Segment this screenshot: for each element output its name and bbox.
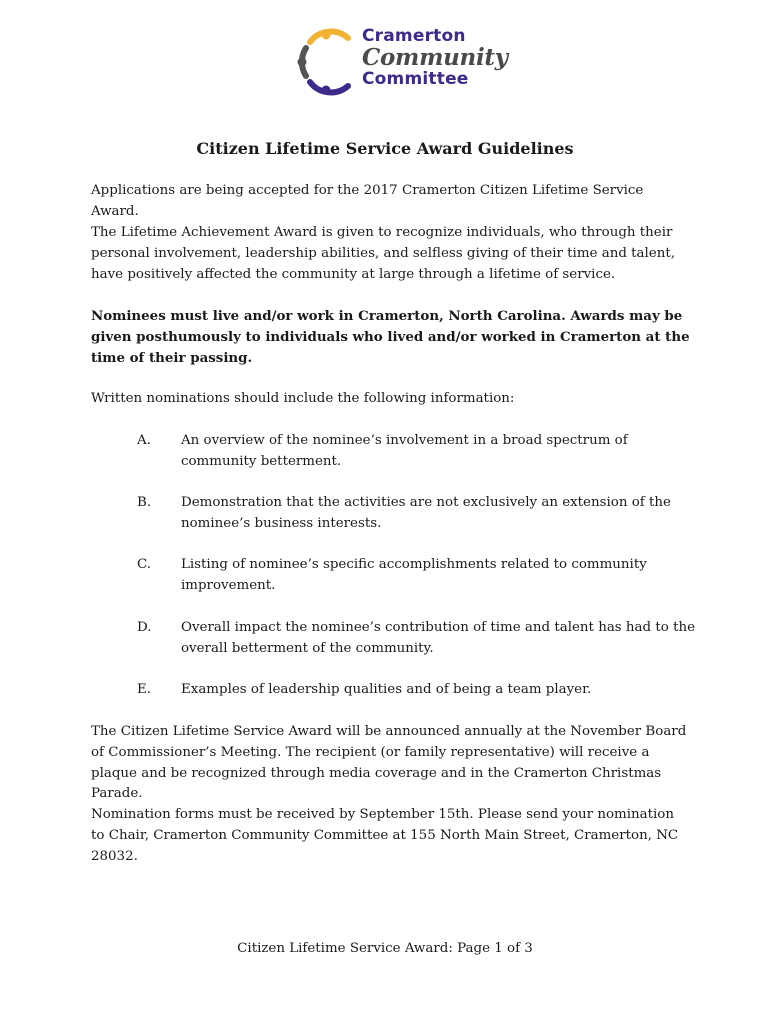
logo-line-cramerton: Cramerton [362, 26, 466, 46]
announcement-paragraph: The Citizen Lifetime Service Award will be announced annually at the November Board of Commissioner’s Meeting. The recipient (or family representative) will receive a plaque and be recognized through media coverage and in the Cramerton Christmas Parade. [91, 724, 687, 802]
criteria-letter: C. [137, 557, 152, 572]
criteria-letter: D. [137, 620, 152, 635]
logo-line-committee: Committee [362, 69, 469, 89]
criteria-text: An overview of the nominee’s involvement in a broad spectrum of community betterment. [181, 433, 628, 469]
list-intro-paragraph: Written nominations should include the following information: [91, 391, 515, 406]
deadline-paragraph: Nomination forms must be received by September 15th. Please send your nomination to Chair, Cramerton Community Committee at 155 North Main Street, Cramerton, NC 28032. [91, 807, 679, 864]
criteria-text: Overall impact the nominee’s contribution of time and talent has had to the overall betterment of the community. [181, 620, 695, 656]
criteria-letter: A. [137, 433, 151, 448]
logo-wordmark [362, 28, 508, 88]
logo-ring-icon [296, 26, 358, 100]
logo-line-community: Community [362, 44, 508, 71]
cramerton-community-committee-logo [296, 26, 508, 100]
criteria-letter: E. [137, 682, 152, 697]
criteria-text: Examples of leadership qualities and of being a team player. [181, 682, 592, 697]
eligibility-paragraph: Nominees must live and/or work in Cramerton, North Carolina. Awards may be given posthumously to individuals who lived and/or worked in Cramerton at the time of their passing. [91, 308, 690, 366]
purpose-paragraph: The Lifetime Achievement Award is given to recognize individuals, who through their personal involvement, leadership abilities, and selfless giving of their time and talent, have positively affected the community at large through a lifetime of service. [91, 225, 675, 282]
intro-paragraph: Applications are being accepted for the 2017 Cramerton Citizen Lifetime Service Award. [91, 183, 644, 219]
criteria-letter: B. [137, 495, 152, 510]
criteria-text: Listing of nominee’s specific accomplishments related to community improvement. [181, 557, 647, 593]
criteria-text: Demonstration that the activities are not exclusively an extension of the nominee’s business interests. [181, 495, 671, 531]
page-footer: Citizen Lifetime Service Award: Page 1 of 3 [237, 941, 533, 956]
document-title: Citizen Lifetime Service Award Guidelines [196, 139, 574, 158]
